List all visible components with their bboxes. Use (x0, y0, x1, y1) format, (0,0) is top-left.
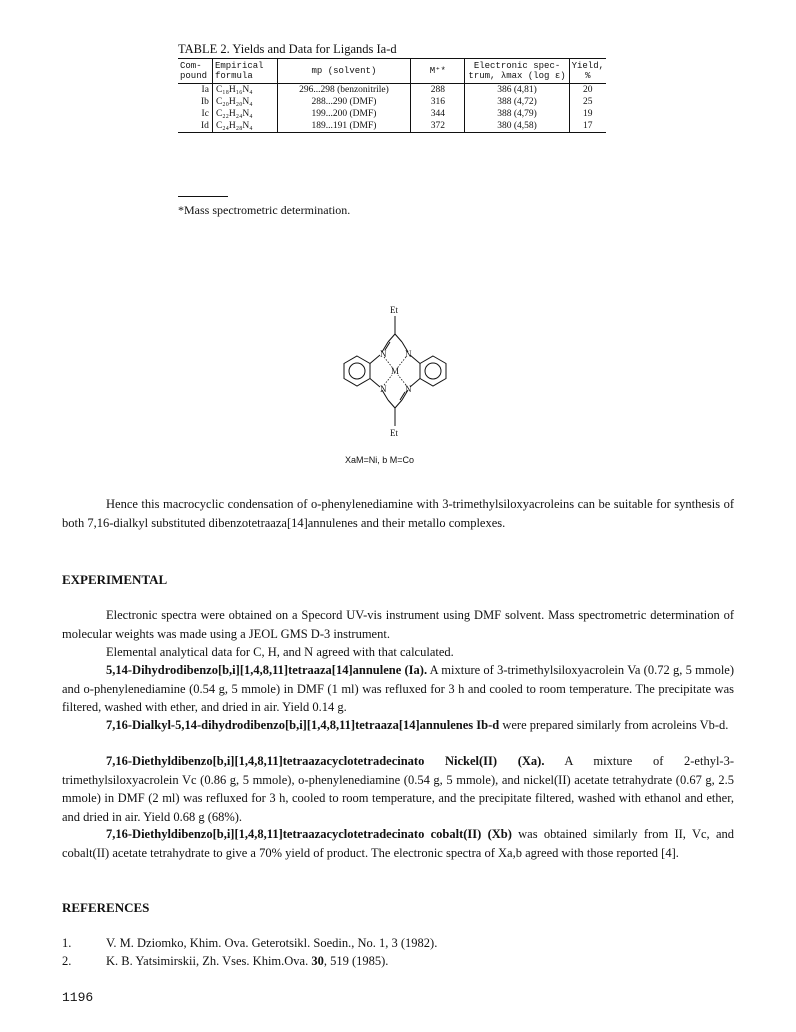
cell-compound: Ic (201, 109, 209, 119)
compound-name: 7,16-Dialkyl-5,14-dihydrodibenzo[b,i][1,4,8,11]tetraaza[14]annulenes Ib-d (106, 718, 500, 732)
cell-spectrum: 388 (4,72) (465, 96, 569, 108)
cell-formula: C₂₄H₂₈N₄ (212, 120, 277, 133)
ligand-data-table (178, 58, 606, 133)
cell-formula: C₁₈H₁₆N₄ (212, 84, 277, 97)
reference-volume: 30 (311, 954, 324, 968)
cell-spectrum: 388 (4,79) (465, 108, 569, 120)
cell-mp: 199...200 (DMF) (277, 108, 410, 120)
metal-label: M (391, 366, 400, 376)
header-formula: Empirical formula (212, 59, 277, 84)
cell-yield: 19 (569, 108, 606, 120)
cell-compound: Id (178, 120, 212, 133)
cell-yield: 17 (569, 120, 606, 133)
table-row (178, 96, 606, 108)
footnote: *Mass spectrometric determination. (178, 203, 351, 217)
paragraph-text: was obtained similarly from II, Vc, and cobalt(II) acetate tetrahydrate to give a 70% yield of product. The electronic spectra of Xa,b agreed with those reported [4]. (62, 827, 734, 860)
cell-formula: C₂₂H₂₄N₄ (212, 108, 277, 120)
reference-item (62, 954, 388, 969)
footnote-rule (178, 196, 228, 197)
references-heading: REFERENCES (62, 900, 150, 915)
table-row (178, 84, 606, 97)
reference-number: 2. (62, 954, 72, 968)
page-number: 1196 (62, 990, 94, 1005)
ethyl-group-top: Et (390, 305, 398, 315)
cell-mass: 316 (411, 96, 465, 108)
table-title: TABLE 2. Yields and Data for Ligands Ia-d (178, 42, 397, 56)
experimental-paragraph-3 (62, 661, 734, 717)
experimental-paragraph-5 (62, 752, 734, 826)
experimental-paragraph-2: Elemental analytical data for C, H, and N agreed with that calculated. (106, 645, 454, 659)
cell-mass: 344 (411, 108, 465, 120)
compound-name: 5,14-Dihydrodibenzo[b,i][1,4,8,11]tetraaza[14]annulene (Ia). (106, 663, 428, 677)
macrocycle-structure-diagram (320, 300, 470, 450)
cell-mp: 288...290 (DMF) (277, 96, 410, 108)
nitrogen-label: N (380, 349, 387, 359)
reference-text: V. M. Dziomko, Khim. Ova. Geterotsikl. Soedin., No. 1, 3 (1982). (106, 936, 438, 950)
experimental-paragraph-4 (62, 716, 734, 735)
intro-paragraph: Hence this macrocyclic condensation of o-phenylenediamine with 3-trimethylsiloxyacroleins can be suitable for synthesis of both 7,16-dialkyl substituted dibenzotetraaza[14]annulenes and their metallo complexes. (62, 497, 734, 530)
cell-formula: C₂₀H₂₀N₄ (212, 96, 277, 108)
experimental-paragraph-6 (62, 825, 734, 862)
reference-text: K. B. Yatsimirskii, Zh. Vses. Khim.Ova. (106, 954, 312, 968)
cell-mp: 296...298 (benzonitrile) (277, 84, 410, 97)
left-benzene-ring (344, 356, 370, 386)
reference-number: 1. (62, 936, 72, 950)
reference-text-end: , 519 (1985). (323, 954, 389, 968)
paragraph-text: A mixture of 2-ethyl-3-trimethylsiloxyacrolein Vc (0.86 g, 5 mmole), o-phenylenediamine (0.54 g, 5 mmole), and nickel(II) acetate tetrahydrate (0.67 g, 2.5 mmole) in DMF (2 ml) was refluxed for 3 h, cooled to room temperature, and the precipitate filtered, washed with ethanol and ether, and dried in air. Yield 0.68 g (68%). (62, 754, 734, 824)
compound-name: 7,16-Diethyldibenzo[b,i][1,4,8,11]tetraazacyclotetradecinato cobalt(II) (Xb) (106, 827, 512, 841)
compound-name: 7,16-Diethyldibenzo[b,i][1,4,8,11]tetraazacyclotetradecinato Nickel(II) (Xa). (106, 754, 545, 768)
cell-mass: 288 (411, 84, 465, 97)
paragraph-text: A mixture of 3-trimethylsiloxyacrolein Va (0.72 g, 5 mmole) and o-phenylenediamine (0.54 g, 5 mmole) in DMF (1 ml) was refluxed for 3 h and cooled to room temperature. The precipitate was filtered, washed with ether, and dried in air. Yield 0.14 g. (62, 663, 735, 714)
nitrogen-label: N (405, 384, 412, 394)
cell-spectrum: 386 (4,81) (465, 84, 569, 97)
experimental-paragraph-1: Electronic spectra were obtained on a Specord UV-vis instrument using DMF solvent. Mass spectrometric determination of molecular weights was made using a JEOL GMS D-3 instrument. (62, 608, 734, 641)
table-row (178, 120, 606, 133)
structure-caption: XaM=Ni, b M=Co (345, 455, 415, 465)
cell-compound: Ib (201, 97, 209, 107)
experimental-heading: EXPERIMENTAL (62, 572, 168, 587)
ethyl-group-bottom: Et (390, 428, 398, 438)
table-row (178, 108, 606, 120)
header-compound: Com- pound (178, 59, 212, 84)
header-yield: Yield, % (569, 59, 606, 84)
table-header-row (178, 59, 606, 84)
cell-spectrum: 380 (4,58) (465, 120, 569, 133)
header-mp: mp (solvent) (277, 59, 410, 84)
right-benzene-ring (420, 356, 446, 386)
cell-mass: 372 (411, 120, 465, 133)
cell-yield: 25 (569, 96, 606, 108)
cell-compound: Ia (201, 85, 209, 95)
cell-mp: 189...191 (DMF) (277, 120, 410, 133)
nitrogen-label: N (380, 384, 387, 394)
header-mass: M⁺* (411, 59, 465, 84)
reference-item (62, 936, 437, 951)
header-spectrum: Electronic spec- trum, λmax (log ε) (465, 59, 569, 84)
paragraph-text: were prepared similarly from acroleins Vb-d. (499, 718, 729, 732)
nitrogen-label: N (405, 349, 412, 359)
cell-yield: 20 (569, 84, 606, 97)
